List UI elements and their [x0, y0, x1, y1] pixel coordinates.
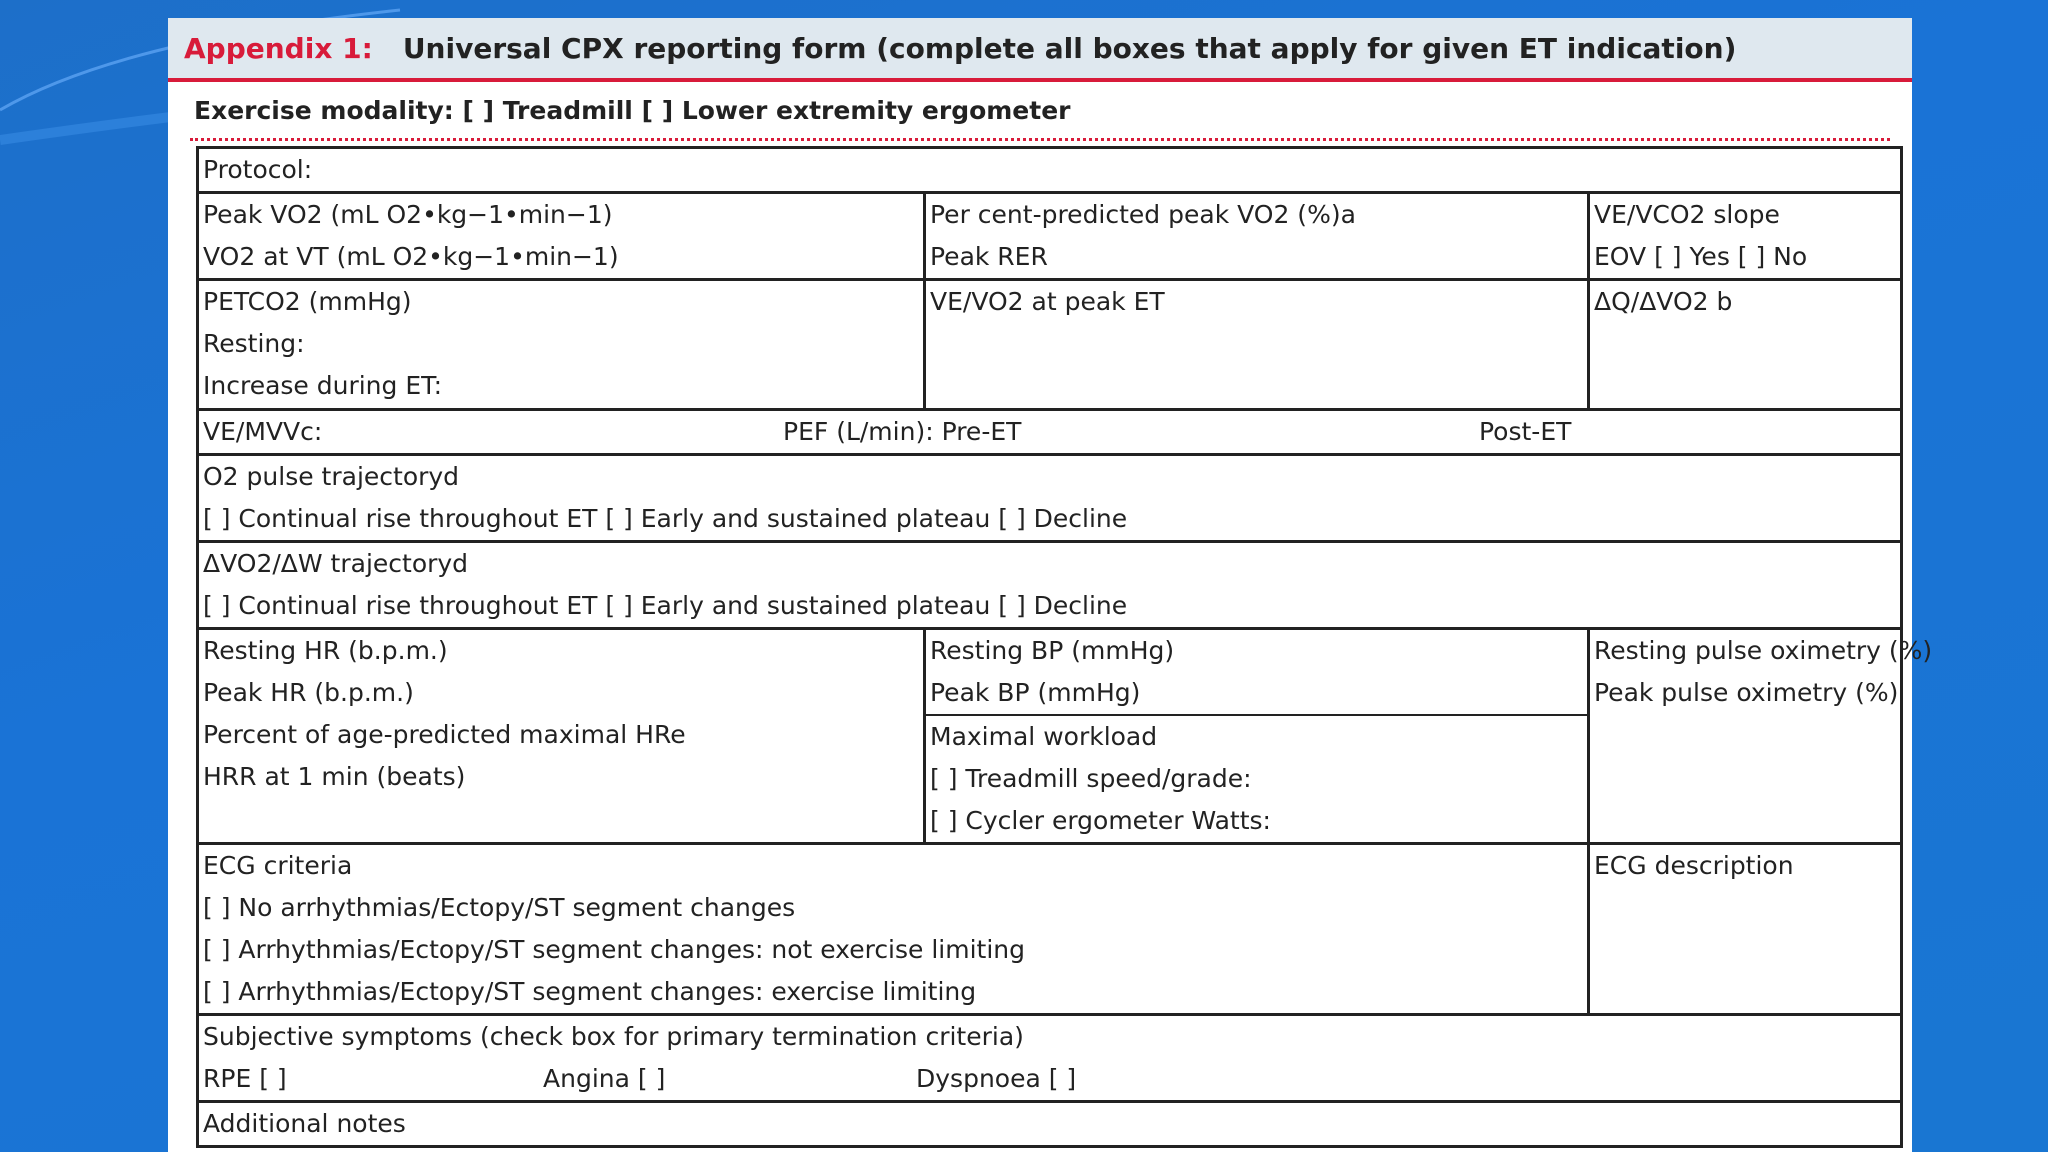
ve-vco2-label: VE/VCO2 slope [1594, 200, 1780, 229]
additional-notes-cell [198, 1102, 1902, 1147]
subjective-cell [198, 1015, 1902, 1102]
cycle-watts-label: [ ] Cycler ergometer Watts: [930, 806, 1271, 835]
pef-post-label: Post-ET [1479, 417, 1572, 446]
petco2-cell [198, 280, 925, 410]
protocol-label: Protocol: [203, 155, 313, 184]
additional-notes-label: Additional notes [203, 1109, 406, 1138]
resting-bp-label: Resting BP (mmHg) [930, 636, 1175, 665]
workload-subcell [926, 714, 1587, 842]
ve-vco2-cell [1589, 193, 1902, 280]
dvo2-dw-options: [ ] Continual rise throughout ET [ ] Early and sustained plateau [ ] Decline [203, 591, 1128, 620]
o2-pulse-options: [ ] Continual rise throughout ET [ ] Early and sustained plateau [ ] Decline [203, 504, 1128, 533]
appendix-header [168, 18, 1912, 82]
peak-hr-label: Peak HR (b.p.m.) [203, 678, 414, 707]
petco2-label: PETCO2 (mmHg) [203, 287, 412, 316]
resting-pulse-ox-label: Resting pulse oximetry (%) [1594, 636, 1933, 665]
increase-during-et-label: Increase during ET: [203, 371, 443, 400]
cpx-reporting-form [196, 146, 1933, 1148]
dq-dvo2-cell [1589, 280, 1902, 410]
appendix-title: Universal CPX reporting form (complete all boxes that apply for given ET indication) [402, 31, 1737, 65]
pulse-ox-cell [1589, 629, 1933, 844]
ecg-option-1: [ ] No arrhythmias/Ectopy/ST segment changes [203, 893, 796, 922]
percent-predicted-cell [925, 193, 1589, 280]
rpe-label: RPE [ ] [203, 1064, 287, 1093]
appendix-label: Appendix 1: [184, 31, 373, 65]
ecg-option-2: [ ] Arrhythmias/Ectopy/ST segment changes: not exercise limiting [203, 935, 1026, 964]
dvo2-dw-cell [198, 542, 1902, 629]
peak-vo2-label: Peak VO2 (mL O2•kg−1•min−1) [203, 200, 613, 229]
o2-pulse-title: O2 pulse trajectoryd [203, 462, 460, 491]
dvo2-dw-title: ΔVO2/ΔW trajectoryd [203, 549, 469, 578]
peak-rer-label: Peak RER [930, 242, 1048, 271]
o2-pulse-cell [198, 455, 1902, 542]
ecg-description-cell [1589, 844, 1902, 1015]
ecg-description-label: ECG description [1594, 851, 1794, 880]
ecg-option-3: [ ] Arrhythmias/Ectopy/ST segment changes: exercise limiting [203, 977, 977, 1006]
percent-age-pred-hr-label: Percent of age-predicted maximal HRe [203, 720, 686, 749]
peak-bp-label: Peak BP (mmHg) [930, 678, 1141, 707]
angina-label: Angina [ ] [543, 1064, 666, 1093]
peak-vo2-cell [198, 193, 925, 280]
treadmill-speed-label: [ ] Treadmill speed/grade: [930, 764, 1252, 793]
peak-pulse-ox-label: Peak pulse oximetry (%) [1594, 678, 1899, 707]
document-page [168, 18, 1933, 1152]
exercise-modality: Exercise modality: [ ] Treadmill [ ] Lower extremity ergometer [190, 82, 1890, 141]
dyspnoea-label: Dyspnoea [ ] [916, 1064, 1077, 1093]
protocol-cell [198, 148, 1902, 193]
percent-predicted-label: Per cent-predicted peak VO2 (%)a [930, 200, 1356, 229]
ve-vo2-label: VE/VO2 at peak ET [930, 287, 1165, 316]
subjective-title: Subjective symptoms (check box for primary termination criteria) [203, 1022, 1024, 1051]
ve-mvv-cell [198, 410, 1902, 455]
heart-rate-cell [198, 629, 925, 844]
ecg-criteria-title: ECG criteria [203, 851, 353, 880]
dq-dvo2-label: ΔQ/ΔVO2 b [1594, 287, 1733, 316]
resting-label: Resting: [203, 329, 305, 358]
ve-mvv-label: VE/MVVc: [203, 417, 323, 446]
blank-line [203, 798, 919, 840]
ve-vo2-cell [925, 280, 1589, 410]
hrr-1min-label: HRR at 1 min (beats) [203, 762, 466, 791]
bp-workload-cell [925, 629, 1589, 844]
eov-label: EOV [ ] Yes [ ] No [1594, 242, 1808, 271]
resting-hr-label: Resting HR (b.p.m.) [203, 636, 448, 665]
ecg-criteria-cell [198, 844, 1589, 1015]
maximal-workload-label: Maximal workload [930, 722, 1158, 751]
vo2-at-vt-label: VO2 at VT (mL O2•kg−1•min−1) [203, 242, 619, 271]
pef-pre-label: PEF (L/min): Pre-ET [783, 417, 1022, 446]
